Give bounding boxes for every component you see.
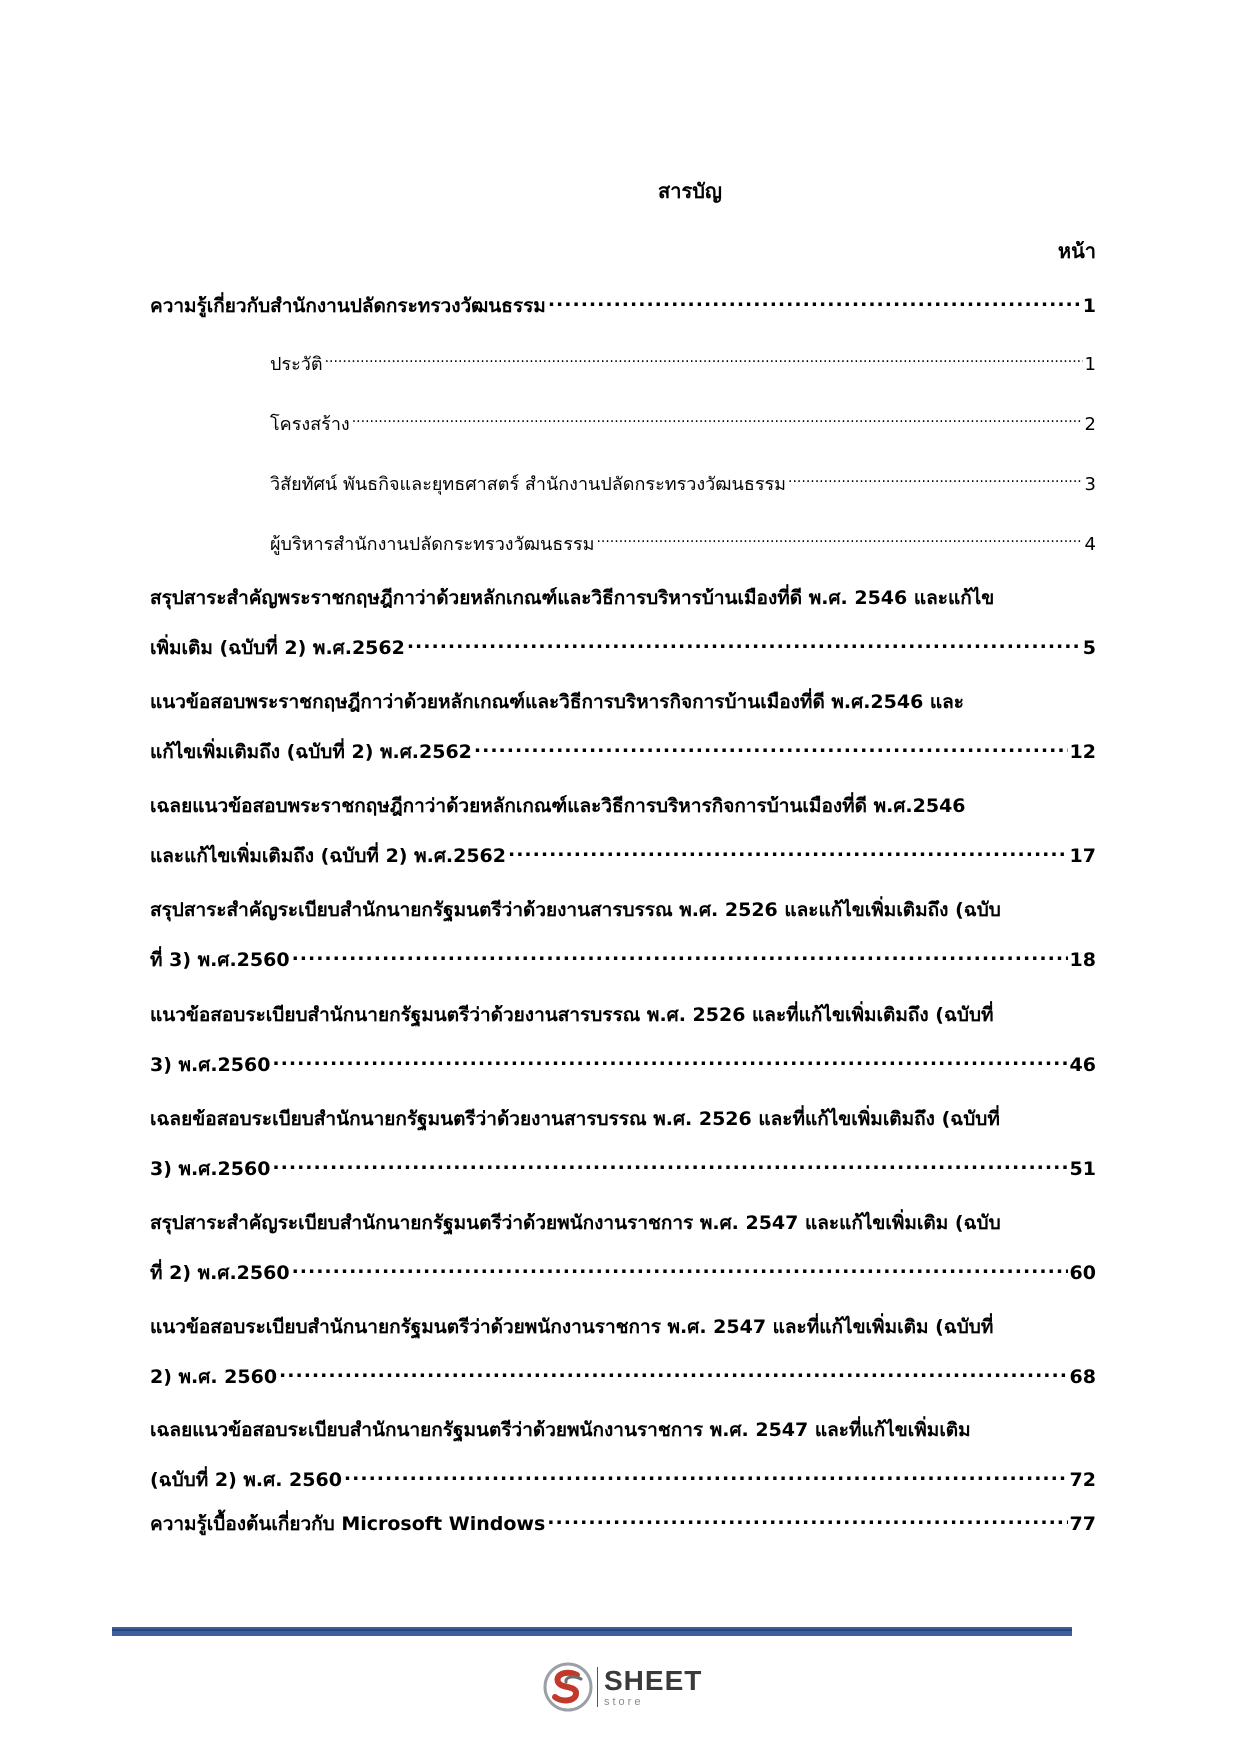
toc-page-number: 60 (1069, 1262, 1096, 1284)
toc-dot-leader (325, 346, 1083, 370)
toc-entry-line (150, 898, 1096, 922)
toc-entry-line (150, 734, 1096, 763)
toc-entry-line (150, 1211, 1096, 1235)
toc-entry-title: โครงสร้าง (270, 414, 350, 435)
toc-entry-line (150, 1462, 1096, 1491)
toc-entry[interactable] (150, 1003, 1096, 1076)
toc-entry-line (150, 288, 1096, 317)
toc-entry-line (150, 1151, 1096, 1180)
toc-dot-leader (279, 1359, 1068, 1383)
toc-page-number: 3 (1084, 474, 1096, 495)
toc-page-number: 5 (1082, 637, 1096, 659)
toc-entry-title: แนวข้อสอบพระราชกฤษฎีกาว่าด้วยหลักเกณฑ์และวิธีการบริหารกิจการบ้านเมืองที่ดี พ.ศ.2546 และ (150, 691, 965, 713)
toc-page-number: 68 (1069, 1366, 1096, 1388)
toc-entry-title: สรุปสาระสำคัญพระราชกฤษฎีกาว่าด้วยหลักเกณฑ์และวิธีการบริหารบ้านเมืองที่ดี พ.ศ. 2546 และแก้ไข (150, 587, 995, 609)
toc-entry-title: แก้ไขเพิ่มเติมถึง (ฉบับที่ 2) พ.ศ.2562 (150, 741, 472, 763)
toc-entry-line (270, 346, 1096, 375)
toc-entry-line (150, 1003, 1096, 1027)
toc-entry-line (270, 466, 1096, 495)
toc-dot-leader (272, 1151, 1067, 1175)
page-title: สารบัญ (658, 179, 722, 203)
toc-entry[interactable] (150, 1315, 1096, 1388)
logo-separator (597, 1667, 598, 1707)
toc-entry-title: เฉลยแนวข้อสอบพระราชกฤษฎีกาว่าด้วยหลักเกณฑ์และวิธีการบริหารกิจการบ้านเมืองที่ดี พ.ศ.2546 (150, 795, 966, 817)
toc-entry-title: สรุปสาระสำคัญระเบียบสำนักนายกรัฐมนตรีว่าด้วยงานสารบรรณ พ.ศ. 2526 และแก้ไขเพิ่มเติมถึง (ฉบับ (150, 899, 1001, 921)
toc-entry-line (150, 794, 1096, 818)
toc-page-number: 77 (1069, 1513, 1096, 1535)
toc-entry-title: ผู้บริหารสำนักงานปลัดกระทรวงวัฒนธรรม (270, 534, 595, 555)
toc-entry-line (150, 1506, 1096, 1535)
toc-entry-title: ความรู้เบื้องต้นเกี่ยวกับ Microsoft Windows (150, 1513, 546, 1535)
toc-entry-title: วิสัยทัศน์ พันธกิจและยุทธศาสตร์ สำนักงานปลัดกระทรวงวัฒนธรรม (270, 474, 787, 495)
logo-wordmark: SHEET (604, 1664, 703, 1696)
toc-entry-title: (ฉบับที่ 2) พ.ศ. 2560 (150, 1469, 342, 1491)
toc-entry-title: และแก้ไขเพิ่มเติมถึง (ฉบับที่ 2) พ.ศ.2562 (150, 845, 506, 867)
toc-entry-line (150, 1418, 1096, 1442)
toc-entry[interactable] (270, 346, 1096, 375)
toc-dot-leader (474, 734, 1068, 758)
toc-entry-title: ที่ 3) พ.ศ.2560 (150, 949, 290, 971)
toc-entry-line (150, 1315, 1096, 1339)
toc-entry[interactable] (270, 526, 1096, 555)
toc-entry-line (150, 1255, 1096, 1284)
toc-entry[interactable] (150, 1211, 1096, 1284)
toc-dot-leader (292, 942, 1068, 966)
toc-entry[interactable] (150, 794, 1096, 867)
toc-entry[interactable] (150, 1418, 1096, 1491)
toc-entry-title: เฉลยข้อสอบระเบียบสำนักนายกรัฐมนตรีว่าด้วยงานสารบรรณ พ.ศ. 2526 และที่แก้ไขเพิ่มเติมถึง (ฉบับที่ (150, 1108, 1000, 1130)
page-column-header: หน้า (1057, 239, 1096, 263)
toc-entry-title: ประวัติ (270, 354, 323, 375)
logo-subtitle: store (604, 1695, 644, 1708)
toc-entry-title: 3) พ.ศ.2560 (150, 1158, 271, 1180)
toc-page-number: 51 (1069, 1158, 1096, 1180)
toc-page-number: 72 (1069, 1469, 1096, 1491)
toc-dot-leader (788, 466, 1083, 490)
toc-page-number: 46 (1069, 1054, 1096, 1076)
toc-entry[interactable] (150, 288, 1096, 317)
toc-entry-line (150, 942, 1096, 971)
toc-dot-leader (352, 406, 1083, 430)
footer-rule (112, 1627, 1072, 1636)
toc-entry[interactable] (270, 406, 1096, 435)
toc-dot-leader (407, 630, 1081, 654)
toc-dot-leader (272, 1047, 1067, 1071)
toc-entry-title: แนวข้อสอบระเบียบสำนักนายกรัฐมนตรีว่าด้วยงานสารบรรณ พ.ศ. 2526 และที่แก้ไขเพิ่มเติมถึง (ฉบับที่ (150, 1004, 994, 1026)
toc-entry-title: เพิ่มเติม (ฉบับที่ 2) พ.ศ.2562 (150, 637, 405, 659)
toc-dot-leader (547, 1506, 1067, 1530)
toc-dot-leader (344, 1462, 1068, 1486)
toc-page-number: 17 (1069, 845, 1096, 867)
toc-page-number: 1 (1082, 295, 1096, 317)
sheet-store-logo-icon (543, 1662, 593, 1712)
toc-dot-leader (508, 838, 1068, 862)
toc-entry-line (270, 526, 1096, 555)
toc-entry[interactable] (270, 466, 1096, 495)
toc-entry-line (150, 1359, 1096, 1388)
toc-entry[interactable] (150, 586, 1096, 659)
toc-entry-line (270, 406, 1096, 435)
toc-entry-line (150, 838, 1096, 867)
toc-page-number: 4 (1084, 534, 1096, 555)
toc-entry-title: เฉลยแนวข้อสอบระเบียบสำนักนายกรัฐมนตรีว่าด้วยพนักงานราชการ พ.ศ. 2547 และที่แก้ไขเพิ่มเติม (150, 1419, 971, 1441)
toc-page-number: 2 (1084, 414, 1096, 435)
toc-entry-line (150, 1047, 1096, 1076)
toc-entry-title: 3) พ.ศ.2560 (150, 1054, 271, 1076)
toc-entry-line (150, 586, 1096, 610)
toc-dot-leader (548, 288, 1081, 312)
toc-entry-title: 2) พ.ศ. 2560 (150, 1366, 278, 1388)
toc-entry-title: แนวข้อสอบระเบียบสำนักนายกรัฐมนตรีว่าด้วยพนักงานราชการ พ.ศ. 2547 และที่แก้ไขเพิ่มเติม (ฉบับที่ (150, 1316, 994, 1338)
toc-entry-line (150, 630, 1096, 659)
toc-entry-title: ที่ 2) พ.ศ.2560 (150, 1262, 290, 1284)
toc-entry[interactable] (150, 1506, 1096, 1535)
toc-entry-line (150, 690, 1096, 714)
toc-entry-title: ความรู้เกี่ยวกับสำนักงานปลัดกระทรวงวัฒนธรรม (150, 295, 546, 317)
toc-page-number: 18 (1069, 949, 1096, 971)
toc-entry[interactable] (150, 690, 1096, 763)
toc-entry-title: สรุปสาระสำคัญระเบียบสำนักนายกรัฐมนตรีว่าด้วยพนักงานราชการ พ.ศ. 2547 และแก้ไขเพิ่มเติม (ฉบับ (150, 1212, 1001, 1234)
toc-dot-leader (596, 526, 1082, 550)
toc-entry[interactable] (150, 898, 1096, 971)
toc-dot-leader (292, 1255, 1068, 1279)
toc-page-number: 1 (1084, 354, 1096, 375)
toc-entry-line (150, 1107, 1096, 1131)
toc-page-number: 12 (1069, 741, 1096, 763)
sheet-store-logo (543, 1662, 702, 1712)
toc-entry[interactable] (150, 1107, 1096, 1180)
